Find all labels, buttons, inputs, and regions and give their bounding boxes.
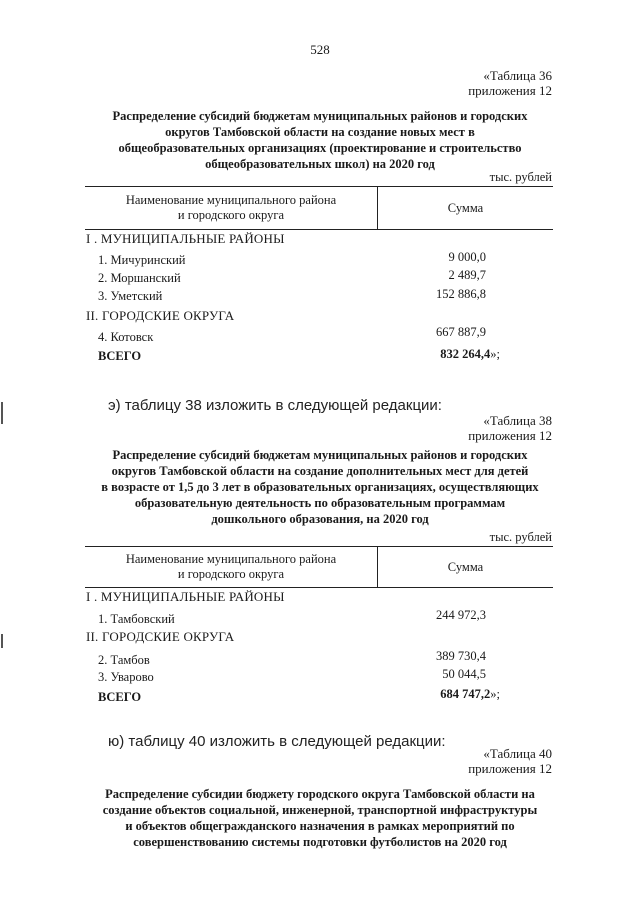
title-line: в возрасте от 1,5 до 3 лет в образовательных организациях, осуществляющих	[101, 480, 539, 494]
header-name-line: Наименование муниципального района	[125, 193, 337, 207]
table-row-name: 3. Уварово	[98, 670, 154, 684]
table38-appendix-ref	[380, 413, 552, 443]
page-number: 528	[310, 42, 330, 57]
table38-total-label: ВСЕГО	[98, 690, 142, 704]
table36-total-label: ВСЕГО	[98, 349, 142, 363]
table36-appendix-line2: приложения 12	[468, 83, 552, 98]
table-row-value: 389 730,4	[436, 649, 486, 663]
table36-appendix-line1: «Таблица 36	[483, 68, 552, 83]
title-line: Распределение субсидий бюджетам муниципальных районов и городских	[112, 448, 528, 462]
instruction-table40: ю) таблицу 40 изложить в следующей редакции:	[108, 733, 446, 750]
table-row-value: 667 887,9	[436, 325, 486, 339]
table36-appendix-ref	[380, 68, 552, 98]
table38-unit: тыс. рублей	[489, 530, 552, 544]
table-row-value: 244 972,3	[436, 608, 486, 622]
table38-total	[300, 687, 500, 702]
title-line: дошкольного образования, на 2020 год	[211, 512, 429, 526]
title-line: общеобразовательных школ) на 2020 год	[205, 157, 435, 171]
quote-close: »;	[490, 687, 500, 701]
margin-mark	[1, 402, 3, 424]
table36-title	[80, 108, 560, 172]
title-line: образовательную деятельность по образовательным программам	[134, 496, 506, 510]
title-line: и объектов общегражданского назначения в рамках мероприятий по	[125, 819, 515, 833]
table38-header	[85, 546, 553, 588]
table-row-name: 4. Котовск	[98, 330, 154, 344]
table-row-value: 2 489,7	[448, 268, 486, 282]
title-line: совершенствованию системы подготовки футболистов на 2020 год	[133, 835, 507, 849]
table-row-name: 1. Мичуринский	[98, 253, 186, 267]
table-row-value: 9 000,0	[448, 250, 486, 264]
table40-appendix-line1: «Таблица 40	[483, 746, 552, 761]
header-name-line: Наименование муниципального района	[125, 552, 337, 566]
table38-section-districts: I . МУНИЦИПАЛЬНЫЕ РАЙОНЫ	[86, 589, 285, 604]
header-name-line: и городского округа	[177, 208, 285, 222]
table36-total	[300, 347, 500, 362]
table38-total-value: 684 747,2	[440, 687, 491, 701]
title-line: Распределение субсидии бюджету городского округа Тамбовской области на	[105, 787, 535, 801]
table-row-name: 2. Тамбов	[98, 653, 150, 667]
table36-section-districts: I . МУНИЦИПАЛЬНЫЕ РАЙОНЫ	[86, 231, 285, 246]
table-row-value: 50 044,5	[442, 667, 486, 681]
instruction-table38: э) таблицу 38 изложить в следующей редакции:	[108, 397, 442, 414]
table-row-name: 1. Тамбовский	[98, 612, 175, 626]
table-row-name: 2. Моршанский	[98, 271, 181, 285]
table40-title	[80, 786, 560, 850]
table38-appendix-line1: «Таблица 38	[483, 413, 552, 428]
table38-appendix-line2: приложения 12	[468, 428, 552, 443]
table38-section-cities: II. ГОРОДСКИЕ ОКРУГА	[86, 629, 235, 644]
quote-close: »;	[490, 347, 500, 361]
table-row-name: 3. Уметский	[98, 289, 163, 303]
table38-header-name	[85, 547, 378, 587]
table36-header	[85, 186, 553, 230]
table36-section-cities: II. ГОРОДСКИЕ ОКРУГА	[86, 308, 235, 323]
title-line: общеобразовательных организациях (проектирование и строительство	[118, 141, 522, 155]
table38-header-sum: Сумма	[447, 559, 484, 574]
title-line: округов Тамбовской области на создание новых мест в	[165, 125, 475, 139]
table36-header-name	[85, 187, 378, 229]
table36-header-sum: Сумма	[447, 200, 484, 215]
table36-unit: тыс. рублей	[489, 170, 552, 184]
title-line: округов Тамбовской области на создание дополнительных мест для детей	[111, 464, 529, 478]
table-row-value: 152 886,8	[436, 287, 486, 301]
table40-appendix-ref	[380, 746, 552, 776]
title-line: создание объектов социальной, инженерной, транспортной инфраструктуры	[102, 803, 538, 817]
header-name-line: и городского округа	[177, 567, 285, 581]
margin-mark	[1, 634, 3, 648]
title-line: Распределение субсидий бюджетам муниципальных районов и городских	[112, 109, 528, 123]
table38-title	[80, 447, 560, 527]
table40-appendix-line2: приложения 12	[468, 761, 552, 776]
table36-total-value: 832 264,4	[440, 347, 491, 361]
